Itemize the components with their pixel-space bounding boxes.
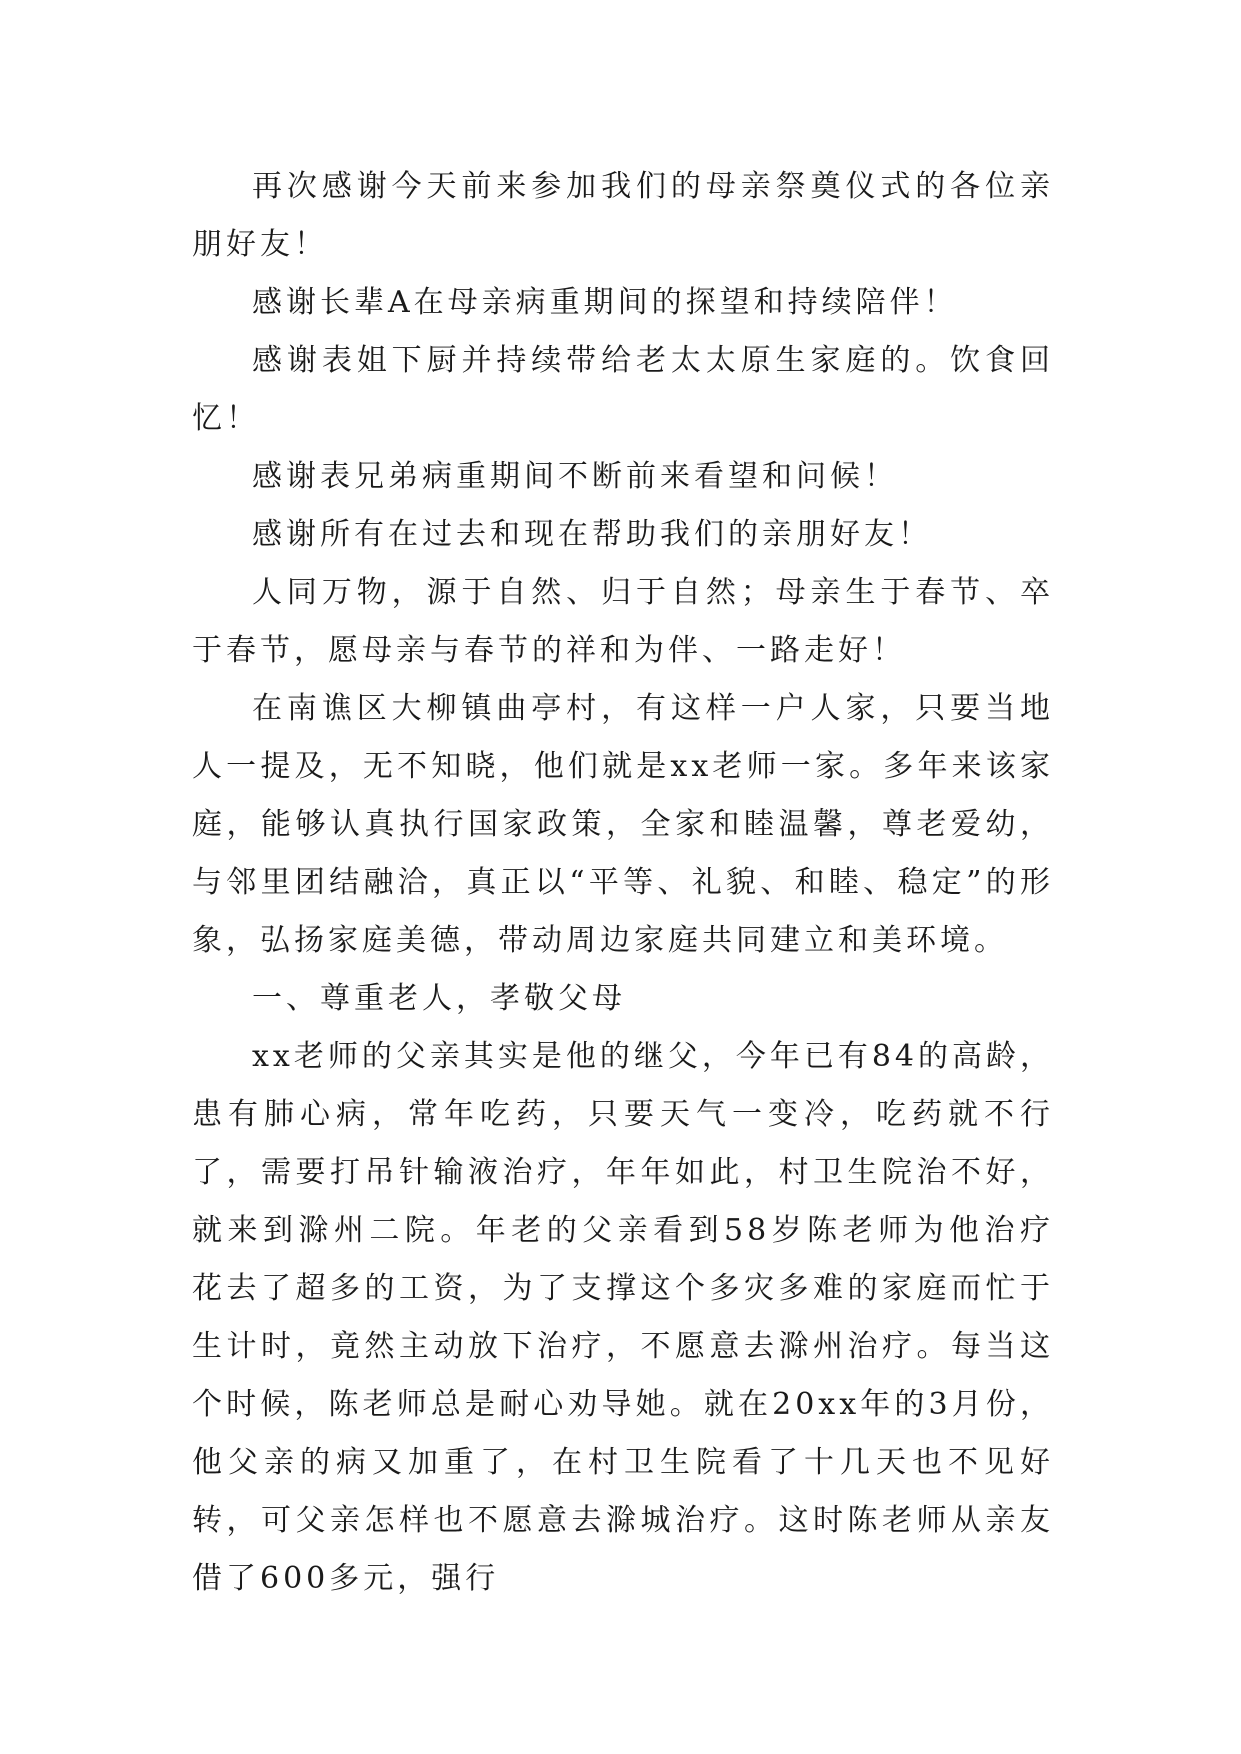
paragraph-thanks-cousin-sister: 感谢表姐下厨并持续带给老太太原生家庭的。饮食回忆！	[192, 343, 1054, 436]
paragraph-father-story: xx老师的父亲其实是他的继父，今年已有84的高龄，患有肺心病，常年吃药，只要天气一变冷，吃药就不行了，需要打吊针输液治疗，年年如此，村卫生院治不好，就来到滁州二院。年老的父亲看到58岁陈老师为他治疗花去了超多的工资，为了支撑这个多灾多难的家庭而忙于生计时，竟然主动放下治疗，不愿意去滁州治疗。每当这个时候，陈老师总是耐心劝导她。就在20xx年的3月份，他父亲的病又加重了，在村卫生院看了十几天也不见好转，可父亲怎样也不愿意去滁城治疗。这时陈老师从亲友借了600多元，强行	[192, 1039, 1055, 1596]
paragraph-thanks-all: 感谢所有在过去和现在帮助我们的亲朋好友！	[252, 517, 932, 552]
paragraph-family-intro: 在南谯区大柳镇曲亭村，有这样一户人家，只要当地人一提及，无不知晓，他们就是xx老师一家。多年来该家庭，能够认真执行国家政策，全家和睦温馨，尊老爱幼，与邻里团结融洽，真正以“平等、礼貌、和睦、稳定”的形象，弘扬家庭美德，带动周边家庭共同建立和美环境。	[192, 691, 1054, 958]
paragraph-thanks-cousin-brothers: 感谢表兄弟病重期间不断前来看望和问候！	[252, 459, 898, 494]
paragraph-thanks-elder: 感谢长辈A在母亲病重期间的探望和持续陪伴！	[252, 285, 958, 320]
paragraph-thanks-guests: 再次感谢今天前来参加我们的母亲祭奠仪式的各位亲朋好友！	[192, 169, 1054, 262]
document-body	[192, 158, 1054, 1608]
paragraph-farewell: 人同万物，源于自然、归于自然；母亲生于春节、卒于春节，愿母亲与春节的祥和为伴、一路走好！	[192, 575, 1054, 668]
section-heading: 一、尊重老人，孝敬父母	[252, 981, 626, 1016]
